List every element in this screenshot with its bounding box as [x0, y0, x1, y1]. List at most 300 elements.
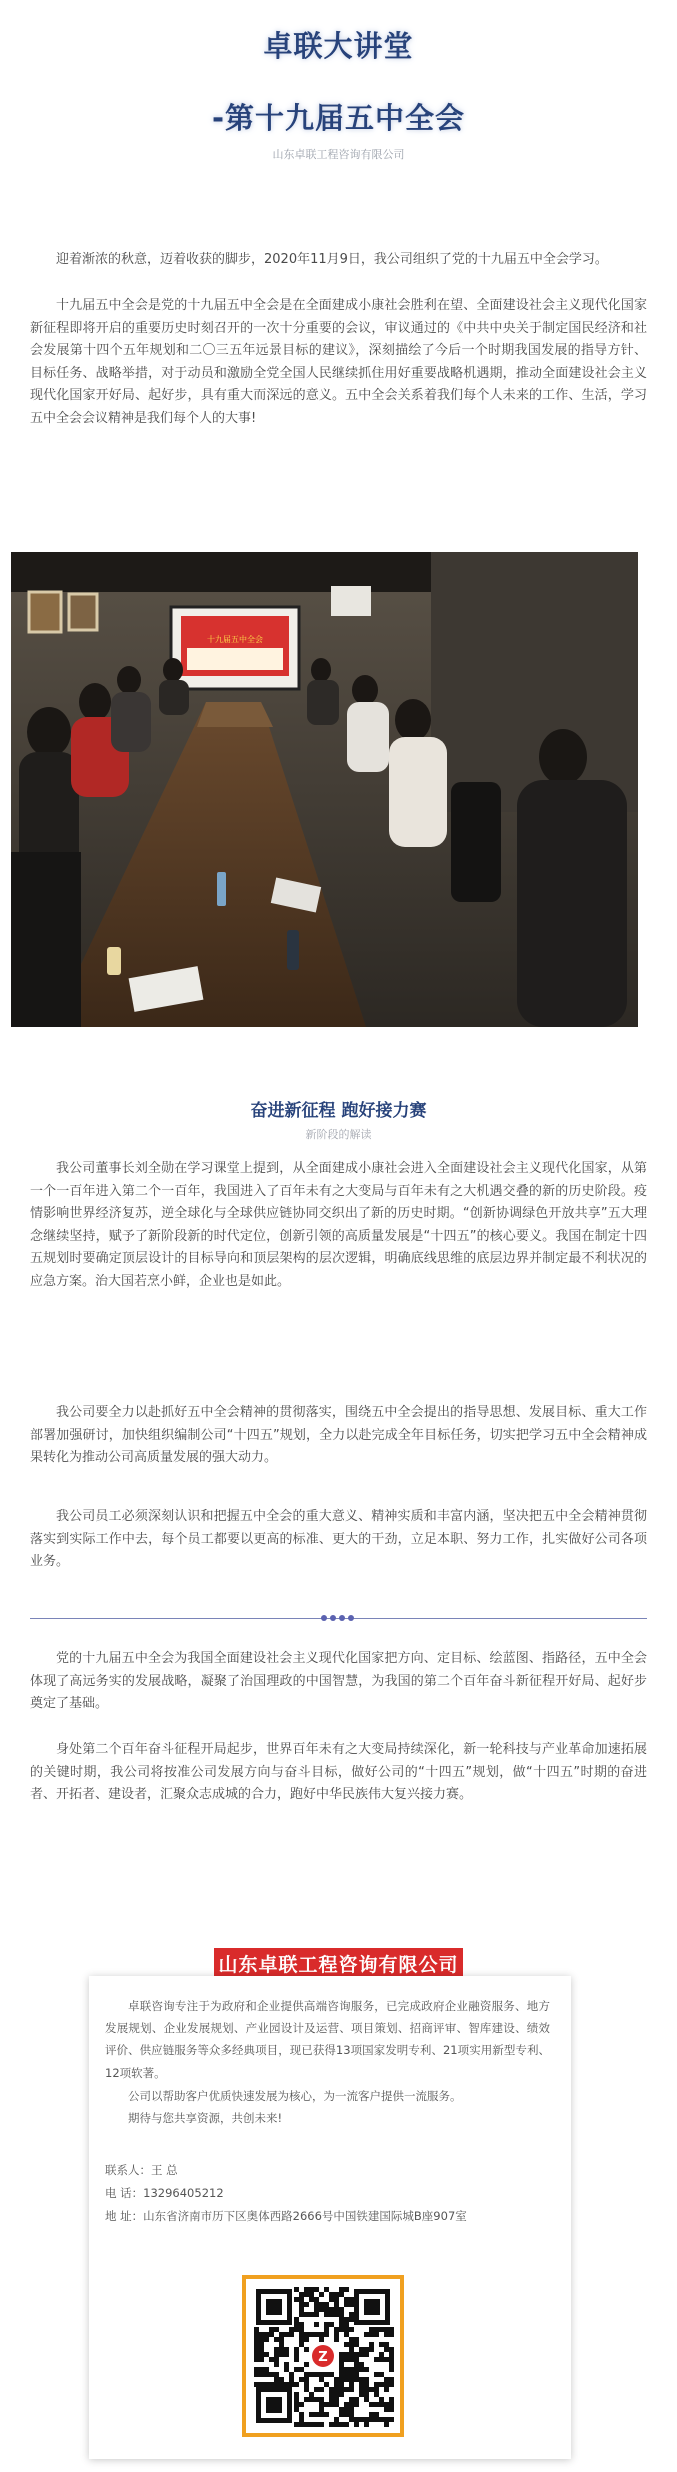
contact-person-label: 联系人： — [105, 2163, 151, 2177]
qr-module — [289, 2372, 294, 2377]
qr-module — [374, 2417, 379, 2422]
qr-module — [349, 2342, 354, 2347]
qr-module — [284, 2362, 289, 2367]
qr-module — [354, 2372, 359, 2377]
qr-module — [254, 2342, 259, 2347]
qr-module — [344, 2342, 349, 2347]
qr-module — [294, 2352, 299, 2357]
qr-module — [289, 2382, 294, 2387]
qr-module — [299, 2412, 304, 2417]
qr-module — [339, 2422, 344, 2427]
qr-module — [344, 2297, 349, 2302]
divider-dot — [339, 1615, 345, 1621]
qr-module — [299, 2312, 304, 2317]
qr-module — [369, 2342, 374, 2347]
qr-module — [269, 2327, 274, 2332]
qr-module — [294, 2422, 299, 2427]
qr-module — [304, 2292, 309, 2297]
qr-module — [314, 2307, 319, 2312]
qr-module — [344, 2422, 349, 2427]
qr-module — [389, 2417, 394, 2422]
qr-module — [334, 2422, 339, 2427]
qr-module — [304, 2397, 309, 2402]
qr-module — [319, 2377, 324, 2382]
contact-address-label: 地 址： — [105, 2209, 144, 2223]
qr-module — [319, 2337, 324, 2342]
qr-module — [309, 2422, 314, 2427]
qr-module — [309, 2372, 314, 2377]
qr-module — [334, 2402, 339, 2407]
qr-module — [294, 2327, 299, 2332]
contact-address-row — [105, 2205, 550, 2228]
qr-module — [349, 2417, 354, 2422]
qr-module — [344, 2377, 349, 2382]
qr-module — [314, 2297, 319, 2302]
qr-module — [354, 2367, 359, 2372]
qr-module — [369, 2332, 374, 2337]
qr-module — [349, 2382, 354, 2387]
qr-module — [334, 2332, 339, 2337]
qr-module — [309, 2397, 314, 2402]
contact-person: 王 总 — [151, 2163, 178, 2177]
qr-module — [319, 2387, 324, 2392]
qr-module — [354, 2417, 359, 2422]
qr-module — [314, 2287, 319, 2292]
qr-module — [284, 2382, 289, 2387]
contact-phone[interactable]: 13296405212 — [143, 2186, 224, 2200]
qr-module — [329, 2397, 334, 2402]
qr-module — [334, 2327, 339, 2332]
qr-module — [294, 2402, 299, 2407]
qr-module — [294, 2347, 299, 2352]
qr-module — [274, 2347, 279, 2352]
qr-module — [324, 2332, 329, 2337]
qr-module — [344, 2352, 349, 2357]
qr-module — [384, 2342, 389, 2347]
qr-module — [379, 2372, 384, 2377]
qr-module — [354, 2362, 359, 2367]
qr-module — [339, 2327, 344, 2332]
qr-module — [319, 2292, 324, 2297]
qr-module — [374, 2402, 379, 2407]
qr-module — [389, 2402, 394, 2407]
qr-module — [339, 2357, 344, 2362]
qr-module — [354, 2402, 359, 2407]
qr-module — [254, 2367, 259, 2372]
qr-module — [344, 2372, 349, 2377]
qr-module — [364, 2392, 369, 2397]
divider-dot — [330, 1615, 336, 1621]
qr-module — [344, 2407, 349, 2412]
qr-module — [284, 2332, 289, 2337]
qr-module — [384, 2332, 389, 2337]
qr-module — [329, 2307, 334, 2312]
qr-module — [339, 2322, 344, 2327]
qr-module — [364, 2377, 369, 2382]
qr-module — [364, 2417, 369, 2422]
qr-module — [349, 2337, 354, 2342]
qr-module — [384, 2357, 389, 2362]
qr-module — [314, 2397, 319, 2402]
section-subheading: 新阶段的解读 — [305, 1128, 372, 1141]
qr-module — [369, 2387, 374, 2392]
qr-module — [304, 2387, 309, 2392]
qr-module — [334, 2377, 339, 2382]
qr-module — [334, 2417, 339, 2422]
qr-module — [264, 2352, 269, 2357]
qr-module — [339, 2377, 344, 2382]
qr-module — [319, 2332, 324, 2337]
qr-module — [339, 2412, 344, 2417]
qr-module — [299, 2367, 304, 2372]
qr-module — [389, 2347, 394, 2352]
qr-module — [329, 2402, 334, 2407]
qr-module — [374, 2372, 379, 2377]
qr-module — [304, 2332, 309, 2337]
qr-module — [314, 2387, 319, 2392]
qr-module — [309, 2312, 314, 2317]
qr-module — [334, 2337, 339, 2342]
qr-module — [354, 2377, 359, 2382]
qr-module — [329, 2322, 334, 2327]
qr-module — [344, 2357, 349, 2362]
qr-module — [279, 2342, 284, 2347]
qr-module — [354, 2357, 359, 2362]
qr-module — [324, 2307, 329, 2312]
qr-module — [389, 2377, 394, 2382]
qr-module — [279, 2332, 284, 2337]
qr-module — [344, 2332, 349, 2337]
qr-module — [304, 2377, 309, 2382]
qr-module — [269, 2372, 274, 2377]
qr-module — [374, 2387, 379, 2392]
qr-module — [349, 2347, 354, 2352]
qr-module — [384, 2382, 389, 2387]
qr-module — [324, 2327, 329, 2332]
qr-module — [369, 2402, 374, 2407]
contact-person-row — [105, 2159, 550, 2182]
qr-module — [359, 2382, 364, 2387]
qr-module — [349, 2412, 354, 2417]
qr-module — [339, 2392, 344, 2397]
qr-module — [329, 2312, 334, 2317]
qr-module — [349, 2407, 354, 2412]
qr-module — [304, 2422, 309, 2427]
qr-module — [384, 2422, 389, 2427]
divider-dot — [348, 1615, 354, 1621]
qr-module — [389, 2357, 394, 2362]
qr-module — [334, 2307, 339, 2312]
qr-module — [329, 2392, 334, 2397]
qr-module — [349, 2372, 354, 2377]
qr-module — [294, 2287, 299, 2292]
company-banner-text: 山东卓联工程咨询有限公司 — [214, 1948, 462, 1979]
qr-module — [314, 2422, 319, 2427]
qr-module — [319, 2397, 324, 2402]
qr-module — [324, 2402, 329, 2407]
section-heading: 奋进新征程 跑好接力赛 — [250, 1101, 427, 1121]
qr-module — [299, 2292, 304, 2297]
qr-module — [374, 2392, 379, 2397]
qr-module — [254, 2337, 259, 2342]
qr-module — [364, 2397, 369, 2402]
qr-module — [274, 2362, 279, 2367]
qr-module — [384, 2377, 389, 2382]
qr-module — [349, 2367, 354, 2372]
qr-module — [384, 2327, 389, 2332]
qr-module — [274, 2382, 279, 2387]
qr-module — [349, 2327, 354, 2332]
qr-module — [389, 2382, 394, 2387]
qr-module — [389, 2332, 394, 2337]
qr-module — [299, 2342, 304, 2347]
qr-module — [364, 2387, 369, 2392]
qr-module — [364, 2382, 369, 2387]
qr-module — [349, 2402, 354, 2407]
qr-module — [349, 2397, 354, 2402]
qr-module — [339, 2307, 344, 2312]
qr-module — [289, 2377, 294, 2382]
qr-module — [344, 2287, 349, 2292]
qr-module — [259, 2347, 264, 2352]
qr-module — [294, 2322, 299, 2327]
qr-logo: Z — [318, 2350, 328, 2365]
qr-module — [339, 2362, 344, 2367]
qr-module — [389, 2327, 394, 2332]
qr-module — [344, 2402, 349, 2407]
qr-module — [384, 2417, 389, 2422]
qr-module — [259, 2332, 264, 2337]
qr-module — [379, 2382, 384, 2387]
qr-module — [369, 2417, 374, 2422]
qr-module — [299, 2322, 304, 2327]
qr-module — [299, 2332, 304, 2337]
qr-module — [309, 2412, 314, 2417]
qr-module — [254, 2332, 259, 2337]
section2-paragraph-1: 我公司董事长刘全勋在学习课堂上提到，从全面建成小康社会进入全面建设社会主义现代化国家，从第一个一百年进入第二个一百年，我国进入了百年未有之大变局与百年未有之大机遇交叠的新的历史阶段。疫情影响世界经济复苏，逆全球化与全球供应链协同交织出了新的历史时期。“创新协调绿色开放共享”五大理念继续坚持，赋予了新阶段新的时代定位，创新引领的高质量发展是“十四五”的核心要义。我国在制定十四五规划时要确定顶层设计的目标导向和顶层架构的层次逻辑，明确底线思维的底层边界并制定最不利状况的应急方案。治大国若烹小鲜，企业也是如此。 — [30, 1161, 647, 1289]
qr-module — [259, 2372, 264, 2377]
qr-module — [364, 2347, 369, 2352]
qr-module — [289, 2327, 294, 2332]
qr-module — [334, 2382, 339, 2387]
qr-module — [339, 2367, 344, 2372]
qr-module — [299, 2302, 304, 2307]
qr-module — [259, 2367, 264, 2372]
qr-module — [349, 2352, 354, 2357]
qr-module — [294, 2367, 299, 2372]
qr-module — [324, 2412, 329, 2417]
qr-module — [339, 2352, 344, 2357]
qr-module — [324, 2382, 329, 2387]
qr-module — [294, 2392, 299, 2397]
qr-module — [304, 2302, 309, 2307]
qr-module — [264, 2337, 269, 2342]
qr-module — [314, 2372, 319, 2377]
qr-module — [389, 2352, 394, 2357]
qr-module — [279, 2337, 284, 2342]
qr-module — [264, 2367, 269, 2372]
qr-module — [349, 2297, 354, 2302]
qr-module — [334, 2302, 339, 2307]
page-title: 卓联大讲堂 — [263, 29, 414, 63]
section2-paragraph-3: 我公司员工必须深刻认识和把握五中全会的重大意义、精神实质和丰富内涵，坚决把五中全会精神贯彻落实到实际工作中去，每个员工都要以更高的标准、更大的干劲，立足本职、努力工作，扎实做好公司各项业务。 — [30, 1509, 647, 1570]
qr-module — [274, 2352, 279, 2357]
qr-module — [274, 2372, 279, 2377]
qr-module — [354, 2422, 359, 2427]
qr-module — [339, 2372, 344, 2377]
qr-module — [349, 2302, 354, 2307]
qr-module — [359, 2347, 364, 2352]
qr-module — [354, 2337, 359, 2342]
company-name-caption: 山东卓联工程咨询有限公司 — [272, 148, 405, 161]
qr-module — [254, 2382, 259, 2387]
qr-module — [339, 2382, 344, 2387]
qr-module — [254, 2347, 259, 2352]
qr-module — [319, 2407, 324, 2412]
qr-module — [374, 2412, 379, 2417]
qr-module — [329, 2297, 334, 2302]
contact-address: 山东省济南市历下区奥体西路2666号中国铁建国际城B座907室 — [143, 2209, 467, 2223]
qr-module — [279, 2347, 284, 2352]
qr-module — [379, 2417, 384, 2422]
qr-module — [314, 2322, 319, 2327]
qr-module — [279, 2382, 284, 2387]
qr-module — [349, 2387, 354, 2392]
qr-module — [314, 2302, 319, 2307]
qr-module — [364, 2332, 369, 2337]
qr-module — [319, 2402, 324, 2407]
qr-module — [304, 2362, 309, 2367]
qr-module — [334, 2292, 339, 2297]
qr-module — [259, 2352, 264, 2357]
qr-module — [294, 2317, 299, 2322]
qr-module — [264, 2372, 269, 2377]
qr-module — [384, 2402, 389, 2407]
qr-module — [304, 2337, 309, 2342]
qr-module — [369, 2327, 374, 2332]
qr-module — [344, 2322, 349, 2327]
qr-module — [309, 2292, 314, 2297]
qr-module — [329, 2292, 334, 2297]
qr-module — [259, 2342, 264, 2347]
qr-module — [324, 2372, 329, 2377]
qr-module — [374, 2357, 379, 2362]
qr-module — [269, 2357, 274, 2362]
qr-module — [304, 2287, 309, 2292]
qr-module — [314, 2412, 319, 2417]
section3-paragraph-2: 身处第二个百年奋斗征程开局起步，世界百年未有之大变局持续深化，新一轮科技与产业革命加速拓展的关键时期，我公司将按准公司发展方向与奋斗目标，做好公司的“十四五”规划，做“十四五”时期的奋进者、开拓者、建设者，汇聚众志成城的合力，跑好中华民族伟大复兴接力赛。 — [30, 1742, 647, 1803]
screen-caption: 十九届五中全会 — [207, 635, 263, 644]
section3-paragraph-1: 党的十九届五中全会为我国全面建设社会主义现代化国家把方向、定目标、绘蓝图、指路径，五中全会体现了高远务实的发展战略，凝聚了治国理政的中国智慧，为我国的第二个百年奋斗新征程开好局、起好步奠定了基础。 — [30, 1651, 647, 1712]
qr-module — [334, 2387, 339, 2392]
qr-module — [339, 2317, 344, 2322]
qr-module — [359, 2392, 364, 2397]
qr-module — [299, 2307, 304, 2312]
qr-module — [339, 2407, 344, 2412]
qr-module — [389, 2362, 394, 2367]
qr-module — [294, 2397, 299, 2402]
qr-module — [344, 2317, 349, 2322]
qr-module — [314, 2312, 319, 2317]
qr-module — [389, 2407, 394, 2412]
qr-module — [329, 2387, 334, 2392]
qr-module — [334, 2397, 339, 2402]
qr-module — [329, 2372, 334, 2377]
qr-module — [254, 2372, 259, 2377]
qr-module — [284, 2352, 289, 2357]
qr-module — [274, 2327, 279, 2332]
qr-module — [304, 2372, 309, 2377]
qr-module — [379, 2327, 384, 2332]
qr-module — [339, 2287, 344, 2292]
qr-module — [269, 2332, 274, 2337]
qr-module — [299, 2417, 304, 2422]
qr-module — [349, 2357, 354, 2362]
qr-module — [339, 2312, 344, 2317]
company-closing-line: 期待与您共享资源，共创未来! — [128, 2111, 283, 2125]
qr-module — [299, 2402, 304, 2407]
qr-module — [379, 2352, 384, 2357]
qr-module — [284, 2347, 289, 2352]
qr-module — [294, 2382, 299, 2387]
qr-module — [319, 2372, 324, 2377]
qr-module — [349, 2377, 354, 2382]
qr-module — [369, 2412, 374, 2417]
qr-module — [359, 2367, 364, 2372]
page-subtitle: -第十九届五中全会 — [211, 101, 466, 135]
qr-module — [274, 2337, 279, 2342]
qr-module — [269, 2382, 274, 2387]
qr-module — [314, 2332, 319, 2337]
qr-module — [304, 2347, 309, 2352]
qr-module — [254, 2357, 259, 2362]
qr-module — [294, 2407, 299, 2412]
intro-paragraph-2: 十九届五中全会是党的十九届五中全会是在全面建成小康社会胜利在望、全面建设社会主义现代化国家新征程即将开启的重要历史时刻召开的一次十分重要的会议，审议通过的《中共中央关于制定国民经济和社会发展第十四个五年规划和二〇三五年远景目标的建议》，深刻描绘了今后一个时期我国发展的指导方针、目标任务、战略举措，对于动员和激励全党全国人民继续抓住用好重要战略机遇期，推动全面建设社会主义现代化国家开好局、起好步，具有重大而深远的意义。五中全会关系着我们每个人未来的工作、生活，学习五中全会会议精神是我们每个人的大事! — [30, 298, 647, 426]
intro-paragraph-1: 迎着渐浓的秋意，迈着收获的脚步，2020年11月9日，我公司组织了党的十九届五中全会学习。 — [56, 252, 608, 267]
qr-module — [344, 2412, 349, 2417]
company-banner — [0, 1948, 677, 1979]
qr-module — [299, 2377, 304, 2382]
qr-module — [339, 2292, 344, 2297]
qr-module — [384, 2387, 389, 2392]
qr-module — [374, 2382, 379, 2387]
qr-module — [319, 2422, 324, 2427]
company-mission-line: 公司以帮助客户优质快速发展为核心，为一流客户提供一流服务。 — [128, 2089, 462, 2103]
qr-module — [354, 2342, 359, 2347]
qr-module — [344, 2302, 349, 2307]
qr-module — [324, 2302, 329, 2307]
qr-module — [309, 2297, 314, 2302]
qr-module — [379, 2402, 384, 2407]
company-intro-paragraph: 卓联咨询专注于为政府和企业提供高端咨询服务，已完成政府企业融资服务、地方发展规划、企业发展规划、产业园设计及运营、项目策划、招商评审、智库建设、绩效评价、供应链服务等众多经典项目，现已获得13项国家发明专利、21项实用新型专利、12项软著。 — [105, 1999, 550, 2080]
qr-module — [259, 2382, 264, 2387]
qr-module — [379, 2397, 384, 2402]
qr-module — [349, 2312, 354, 2317]
qr-module — [294, 2297, 299, 2302]
qr-module — [389, 2367, 394, 2372]
qr-module — [384, 2347, 389, 2352]
qr-module — [384, 2407, 389, 2412]
qr-module — [299, 2297, 304, 2302]
qr-module — [349, 2317, 354, 2322]
qr-module — [359, 2387, 364, 2392]
qr-module — [364, 2422, 369, 2427]
qr-module — [299, 2422, 304, 2427]
contact-phone-label: 电 话： — [105, 2186, 144, 2200]
qr-module — [274, 2357, 279, 2362]
meeting-photo — [11, 552, 638, 1027]
qr-module — [319, 2302, 324, 2307]
